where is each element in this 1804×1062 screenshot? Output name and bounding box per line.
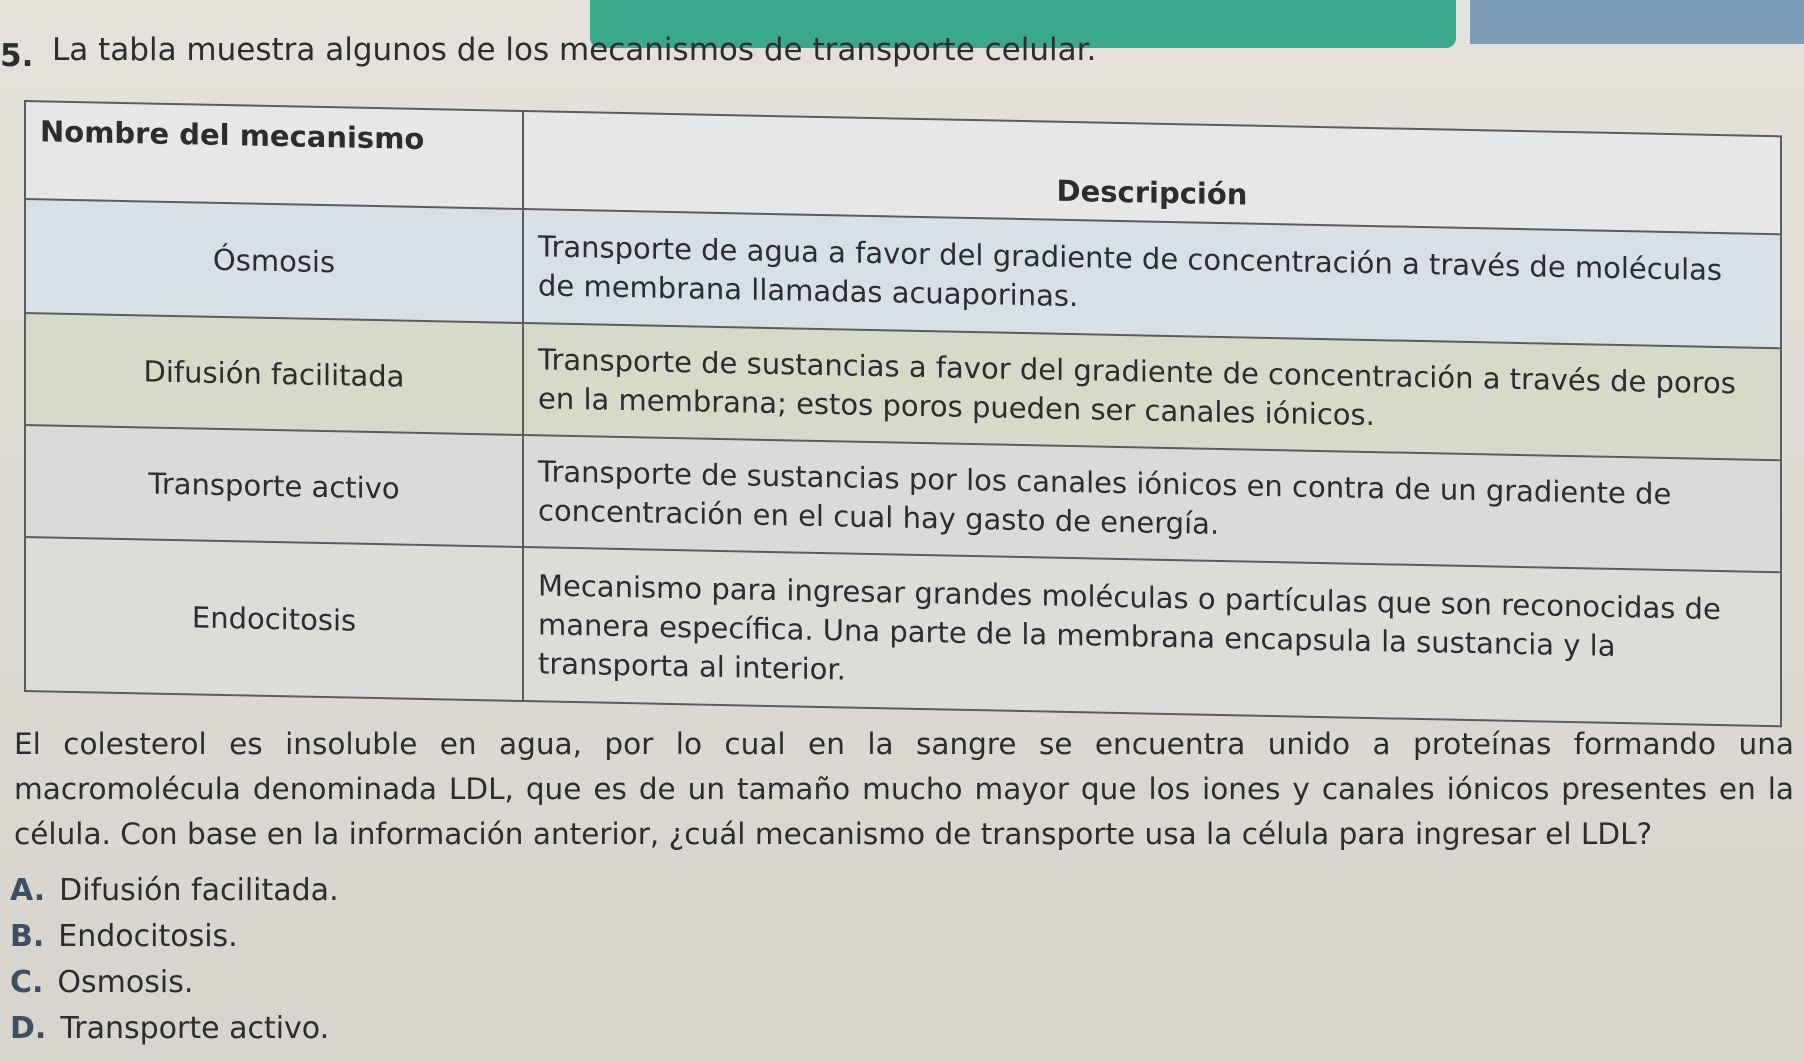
mechanism-name: Ósmosis — [25, 199, 523, 323]
option-letter: A. — [10, 873, 46, 908]
mechanism-name: Endocitosis — [25, 537, 523, 701]
option-text: Difusión facilitada. — [59, 873, 339, 908]
transport-mechanisms-table — [24, 100, 1782, 727]
option-d[interactable] — [10, 1006, 339, 1052]
option-text: Endocitosis. — [58, 919, 238, 954]
mechanism-description: Transporte de sustancias por los canales iónicos en contra de un gradiente de concentración en el cual hay gasto de energía. — [523, 435, 1781, 572]
option-c[interactable] — [10, 960, 339, 1006]
option-a[interactable] — [10, 868, 339, 914]
mechanism-description: Mecanismo para ingresar grandes moléculas o partículas que son reconocidas de manera específica. Una parte de la membrana encapsula la sustancia y la transporta al interior. — [523, 547, 1781, 726]
top-right-color-band — [1470, 0, 1804, 44]
question-intro: La tabla muestra algunos de los mecanismos de transporte celular. — [52, 32, 1097, 68]
header-description: Descripción — [523, 111, 1781, 234]
question-number: 5. — [0, 38, 34, 74]
option-text: Osmosis. — [57, 965, 194, 1000]
option-letter: C. — [10, 965, 44, 1000]
option-letter: B. — [10, 919, 45, 954]
mechanism-description: Transporte de sustancias a favor del gradiente de concentración a través de poros en la membrana; estos poros pueden ser canales iónicos. — [523, 323, 1781, 460]
mechanism-name: Difusión facilitada — [25, 313, 523, 435]
question-stem: El colesterol es insoluble en agua, por lo cual en la sangre se encuentra unido a proteínas formando una macromolécula denominada LDL, que es de un tamaño mucho mayor que los iones y canales iónicos presentes en la célula. Con base en la información anterior, ¿cuál mecanismo de transporte usa la célula para ingresar el LDL? — [14, 727, 1794, 851]
option-text: Transporte activo. — [60, 1011, 330, 1046]
mechanism-description: Transporte de agua a favor del gradiente de concentración a través de moléculas de membrana llamadas acuaporinas. — [523, 209, 1781, 348]
option-b[interactable] — [10, 914, 339, 960]
header-mechanism-name: Nombre del mecanismo — [25, 101, 523, 209]
mechanism-name: Transporte activo — [25, 425, 523, 547]
option-letter: D. — [10, 1011, 47, 1046]
answer-options — [10, 868, 339, 1052]
